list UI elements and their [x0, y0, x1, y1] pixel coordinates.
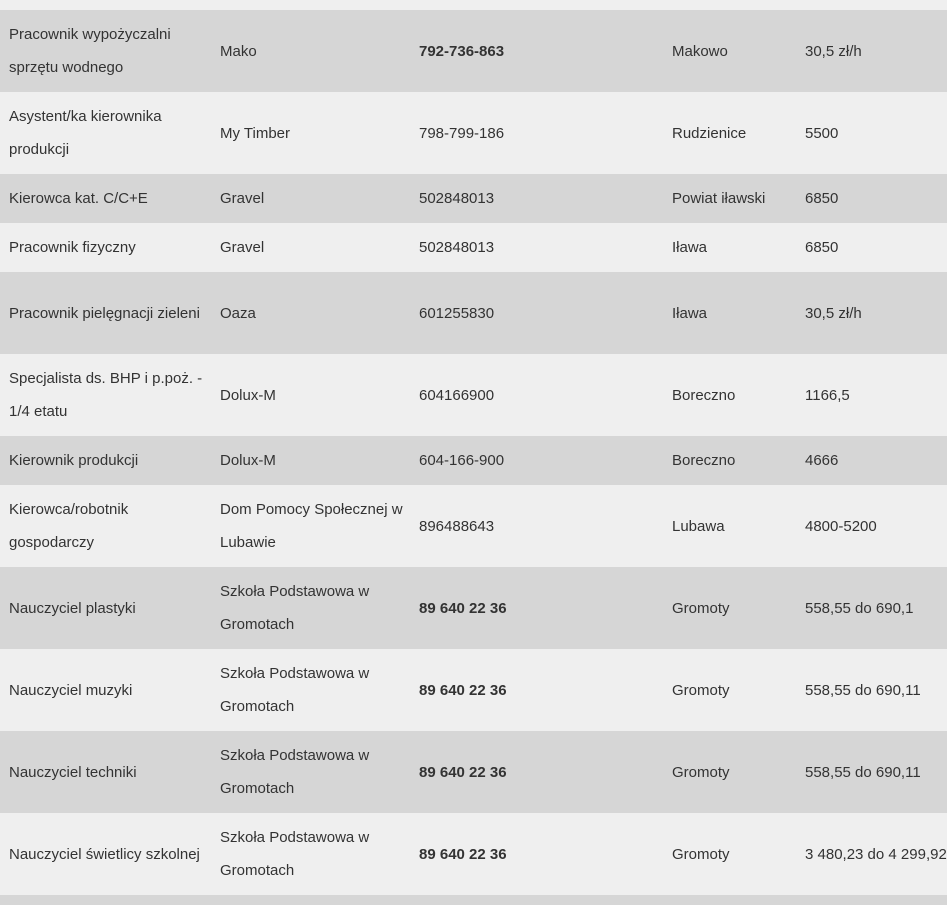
cell-employer: Gravel [211, 223, 410, 272]
cell-employer: Dolux-M [211, 354, 410, 436]
cell-position: Nauczyciel muzyki [0, 649, 211, 731]
cell-position: Asystent/ka kierownika produkcji [0, 92, 211, 174]
cell-position: Pracownik pielęgnacji zieleni [0, 272, 211, 354]
table-row [0, 10, 947, 92]
table-row [0, 731, 947, 813]
cell-phone: 502848013 [410, 223, 663, 272]
table-row [0, 272, 947, 354]
table-row [0, 485, 947, 567]
cell-employer: Szkoła Podstawowa w Gromotach [211, 813, 410, 895]
table-row [0, 567, 947, 649]
cell-phone: 798-799-186 [410, 92, 663, 174]
cell-pay: 5500 [796, 92, 947, 174]
cell-pay: 558,55 do 690,1 [796, 567, 947, 649]
cell-position: Nauczyciel techniki [0, 731, 211, 813]
table-row [0, 436, 947, 485]
cell-location: Gromoty [663, 731, 796, 813]
cell-employer: Szkoła Podstawowa w Gromotach [211, 567, 410, 649]
cell-phone: 601255830 [410, 272, 663, 354]
job-offers-table [0, 10, 947, 895]
table-row [0, 354, 947, 436]
cell-position: Pracownik wypożyczalni sprzętu wodnego [0, 10, 211, 92]
table-bottom-strip [0, 895, 947, 905]
cell-employer: My Timber [211, 92, 410, 174]
cell-employer: Oaza [211, 272, 410, 354]
cell-phone: 604166900 [410, 354, 663, 436]
cell-pay: 6850 [796, 223, 947, 272]
cell-position: Nauczyciel plastyki [0, 567, 211, 649]
cell-pay: 1166,5 [796, 354, 947, 436]
cell-employer: Dolux-M [211, 436, 410, 485]
cell-pay: 4800-5200 [796, 485, 947, 567]
cell-pay: 30,5 zł/h [796, 10, 947, 92]
cell-phone: 792-736-863 [410, 10, 663, 92]
cell-employer: Dom Pomocy Społecznej w Lubawie [211, 485, 410, 567]
table-row [0, 174, 947, 223]
cell-employer: Mako [211, 10, 410, 92]
cell-phone: 604-166-900 [410, 436, 663, 485]
cell-position: Specjalista ds. BHP i p.poż. - 1/4 etatu [0, 354, 211, 436]
cell-phone: 896488643 [410, 485, 663, 567]
cell-phone: 89 640 22 36 [410, 813, 663, 895]
cell-employer: Szkoła Podstawowa w Gromotach [211, 731, 410, 813]
cell-location: Makowo [663, 10, 796, 92]
table-row [0, 813, 947, 895]
table-top-strip [0, 0, 947, 10]
table-row [0, 92, 947, 174]
cell-position: Pracownik fizyczny [0, 223, 211, 272]
cell-location: Boreczno [663, 354, 796, 436]
cell-phone: 89 640 22 36 [410, 649, 663, 731]
cell-pay: 3 480,23 do 4 299,92 [796, 813, 947, 895]
cell-pay: 30,5 zł/h [796, 272, 947, 354]
cell-pay: 4666 [796, 436, 947, 485]
cell-position: Kierowca kat. C/C+E [0, 174, 211, 223]
cell-location: Lubawa [663, 485, 796, 567]
cell-location: Gromoty [663, 567, 796, 649]
cell-employer: Gravel [211, 174, 410, 223]
cell-phone: 89 640 22 36 [410, 567, 663, 649]
cell-pay: 558,55 do 690,11 [796, 649, 947, 731]
cell-location: Iława [663, 272, 796, 354]
cell-phone: 89 640 22 36 [410, 731, 663, 813]
cell-location: Gromoty [663, 649, 796, 731]
cell-phone: 502848013 [410, 174, 663, 223]
cell-location: Rudzienice [663, 92, 796, 174]
cell-position: Nauczyciel świetlicy szkolnej [0, 813, 211, 895]
cell-pay: 558,55 do 690,11 [796, 731, 947, 813]
cell-employer: Szkoła Podstawowa w Gromotach [211, 649, 410, 731]
cell-location: Gromoty [663, 813, 796, 895]
cell-position: Kierownik produkcji [0, 436, 211, 485]
cell-position: Kierowca/robotnik gospodarczy [0, 485, 211, 567]
cell-location: Boreczno [663, 436, 796, 485]
cell-pay: 6850 [796, 174, 947, 223]
table-row [0, 649, 947, 731]
table-row [0, 223, 947, 272]
cell-location: Powiat iławski [663, 174, 796, 223]
cell-location: Iława [663, 223, 796, 272]
